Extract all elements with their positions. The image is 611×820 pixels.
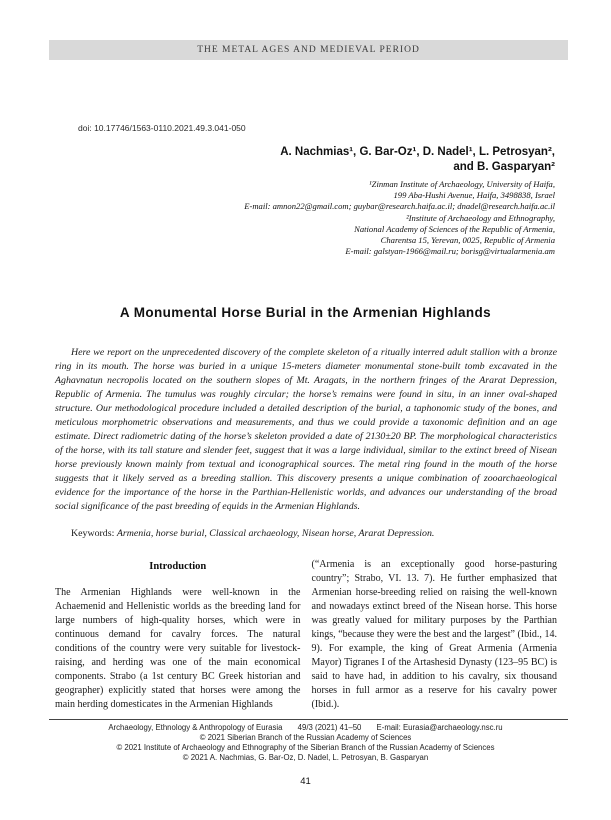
article-title: A Monumental Horse Burial in the Armenian Highlands [119, 305, 492, 320]
footer-copyright-3: © 2021 A. Nachmias, G. Bar-Oz, D. Nadel, L. Petrosyan, B. Gasparyan [182, 753, 429, 762]
footer-journal-title: Archaeology, Ethnology & Anthropology of Eurasia [108, 723, 283, 732]
footer-journal-line [0, 723, 611, 733]
affiliation-line: E-mail: galstyan-1966@mail.ru; borisg@virtualarmenia.am [345, 246, 555, 257]
affiliation-line: ¹Zinman Institute of Archaeology, University of Haifa, [369, 179, 555, 189]
intro-paragraph-right: (“Armenia is an exceptionally good horse-pasturing country”; Strabo, VI. 13. 7). He further emphasized that Armenian horse-breeding relied on raising the well-known and nowadays extinct breed of the Nisean horse. This horse was greatly valued for military purposes by the Parthian kings, “because they were the best and the largest” (Ibid., 14. 9). For example, the king of Great Armenia (Armenia Mayor) Tigranes I of the Artashesid Dynasty (123–95 BC) is said to have had, in addition to his cavalry, six thousand horses in full armor as a reserve for his cavalry power (Ibid.). [311, 559, 557, 710]
column-left [55, 558, 301, 712]
running-head-text: THE METAL AGES AND MEDIEVAL PERIOD [197, 45, 420, 55]
footer-block [0, 723, 611, 763]
running-head-bar [49, 40, 568, 60]
footer-divider [49, 719, 568, 720]
keywords-text: Armenia, horse burial, Classical archaeology, Nisean horse, Ararat Depression. [116, 528, 435, 539]
introduction-heading: Introduction [149, 561, 207, 572]
author-line-1: A. Nachmias¹, G. Bar-Oz¹, D. Nadel¹, L. Petrosyan², [280, 146, 555, 158]
footer-copyright-1: © 2021 Siberian Branch of the Russian Academy of Sciences [199, 733, 412, 742]
affiliation-line: 199 Aba-Hushi Avenue, Haifa, 3498838, Israel [393, 190, 555, 201]
column-right [312, 558, 558, 712]
footer-email: E-mail: Eurasia@archaeology.nsc.ru [376, 723, 503, 732]
keywords-line [55, 527, 557, 541]
affiliation-line: Charentsa 15, Yerevan, 0025, Republic of Armenia [380, 235, 555, 246]
body-columns [55, 558, 557, 712]
page-number: 41 [300, 776, 311, 787]
author-line-2: and B. Gasparyan² [453, 161, 555, 173]
keywords-label: Keywords: [71, 528, 115, 539]
footer-copyright-2: © 2021 Institute of Archaeology and Ethnography of the Siberian Branch of the Russian Academy of Sciences [116, 743, 495, 752]
doi-text: doi: 10.17746/1563-0110.2021.49.3.041-050 [78, 123, 246, 133]
abstract-paragraph: Here we report on the unprecedented discovery of the complete skeleton of a ritually interred adult stallion with a bronze ring in its mouth. The horse was buried in a unique 15-meters diameter monumental stone-built tomb excavated in the Aghavnatun necropolis located on the southern slopes of Mt. Aragats, in the northern fringes of the Ararat Depression, Republic of Armenia. The tumulus was roughly circular; the horse’s remains were found in situ, in an inner oval-shaped structure. Our methodological procedure included a detailed description of the burial, a taphonomic study of the bones, and meticulous morphometric observations and measurements, and thus we could provide a taxonomic definition and an age estimate. Direct radiometric dating of the horse’s skeleton provided a date of 2130±20 BP. The morphological characteristics of the horse, with its tall stature and slender feet, suggest that it was a large individual, similar to the extinct breed of Nisean horse previously known mainly from textual and iconographical sources. The metal ring found in the mouth of the horse suggests that it likely served as a breeding stallion. This discovery presents a unique combination of zooarchaeological evidence for the importance of the horse in the Parthian-Hellenistic worlds, and advances our understanding of the broad social significance of the past breeding of equids in the Armenian Highlands. [55, 347, 557, 512]
affiliation-line: National Academy of Sciences of the Republic of Armenia, [354, 223, 555, 234]
intro-paragraph-left: The Armenian Highlands were well-known in the Achaemenid and Hellenistic worlds as the breeding land for large numbers of high-quality horses, which were in continuous demand for cavalry forces. The natural conditions of the country were very suitable for livestock-raising, and herding was one of the main economical components. Strabo (a 1st century BC Greek historian and geographer) explicitly stated that horses were among the main herding domesticates in the Armenian Highlands [55, 587, 301, 710]
affiliations-block [244, 179, 555, 257]
footer-issue-pages: 49/3 (2021) 41–50 [297, 723, 362, 732]
affiliation-line: ²Institute of Archaeology and Ethnography, [406, 212, 555, 223]
authors-block [244, 145, 555, 257]
affiliation-line: E-mail: amnon22@gmail.com; guybar@research.haifa.ac.il; dnadel@research.haifa.ac.il [244, 201, 555, 212]
